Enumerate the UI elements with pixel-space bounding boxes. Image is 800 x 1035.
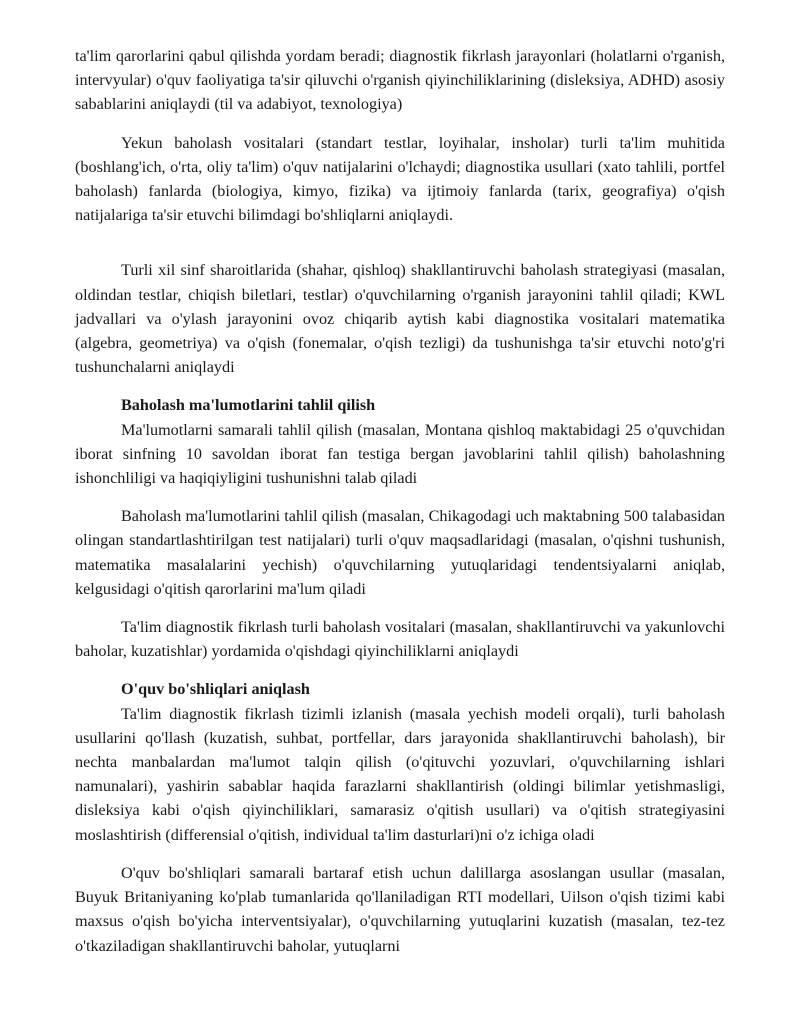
paragraph: Baholash ma'lumotlarini tahlil qilish (masalan, Chikagodagi uch maktabning 500 talabasidan olingan standartlashtirilgan test natijalari) turli o'quv maqsadlaridagi (masalan, o'qishni tushunish, matematika masalalarini yechish) o'quvchilarning yutuqlaridagi tendentsiyalarni aniqlab, kelgusidagi o'qitish qarorlarini ma'lum qiladi xyxy=(75,507,725,598)
document-page xyxy=(75,44,725,958)
paragraph-continues: O'quv bo'shliqlari samarali bartaraf etish uchun dalillarga asoslangan usullar (masalan, Buyuk Britaniyaning ko'plab tumanlarida qo'llaniladigan RTI modellari, Uilson o'qish tizimi kabi maxsus o'qish bo'yicha interventsiyalar), o'quvchilarning yutuqlarini kuzatish (masalan, tez-tez o'tkaziladigan shakllantiruvchi baholar, yutuqlarni xyxy=(75,863,725,955)
paragraph: Yekun baholash vositalari (standart testlar, loyihalar, insholar) turli ta'lim muhitida (boshlang'ich, o'rta, oliy ta'lim) o'quv natijalarini o'lchaydi; diagnostika usullari (xato tahlili, portfel baholash) fanlarda (biologiya, kimyo, fizika) va ijtimoiy fanlarda (tarix, geografiya) o'qish natijalariga ta'sir etuvchi bilimdagi bo'shliqlarni aniqlaydi. xyxy=(75,133,725,225)
paragraph-continued: ta'lim qarorlarini qabul qilishda yordam beradi; diagnostik fikrlash jarayonlari (holatlarni o'rganish, intervyular) o'quv faoliyatiga ta'sir qiluvchi o'rganish qiyinchiliklarining (disleksiya, ADHD) asosiy sabablarini aniqlaydi (til va adabiyot, texnologiya) xyxy=(75,47,725,114)
paragraph: Ta'lim diagnostik fikrlash turli baholash vositalari (masalan, shakllantiruvchi va yakunlovchi baholar, kuzatishlar) yordamida o'qishdagi qiyinchiliklarni aniqlaydi xyxy=(75,618,725,661)
paragraph: Ta'lim diagnostik fikrlash tizimli izlanish (masala yechish modeli orqali), turli baholash usullarini qo'llash (kuzatish, suhbat, portfellar, dars jarayonida shakllantiruvchi baholash), bir nechta manbalardan ma'lumot talqin qilish (o'qituvchi yozuvlari, o'quvchilarning ishlari namunalari), yashirin sabablar haqida farazlarni shakllantirish (oldingi bilimlar yetishmasligi, disleksiya kabi o'qish qiyinchiliklari, samarasiz o'qitish usullari) va o'qitish strategiyasini moslashtirish (differensial o'qitish, individual ta'lim dasturlari)ni o'z ichiga oladi xyxy=(75,704,725,844)
paragraph: Turli xil sinf sharoitlarida (shahar, qishloq) shakllantiruvchi baholash strategiyasi (masalan, oldindan testlar, chiqish biletlari, testlar) o'quvchilarning o'rganish jarayonini tahlil qiladi; KWL jadvallari va o'ylash jarayonini ovoz chiqarib aytish kabi diagnostika vositalari matematika (algebra, geometriya) va o'qish (fonemalar, o'qish tezligi) da tushunishga ta'sir etuvchi noto'g'ri tushunchalarni aniqlaydi xyxy=(75,261,725,377)
paragraph: Ma'lumotlarni samarali tahlil qilish (masalan, Montana qishloq maktabidagi 25 o'quvchidan iborat sinfning 10 savoldan iborat fan testiga bergan javoblarini tahlil qilish) baholashning ishonchliligi va haqiqiyligini tushunishni talab qiladi xyxy=(75,420,725,488)
section-heading: Baholash ma'lumotlarini tahlil qilish xyxy=(121,396,376,415)
section-heading: O'quv bo'shliqlari aniqlash xyxy=(121,680,310,699)
